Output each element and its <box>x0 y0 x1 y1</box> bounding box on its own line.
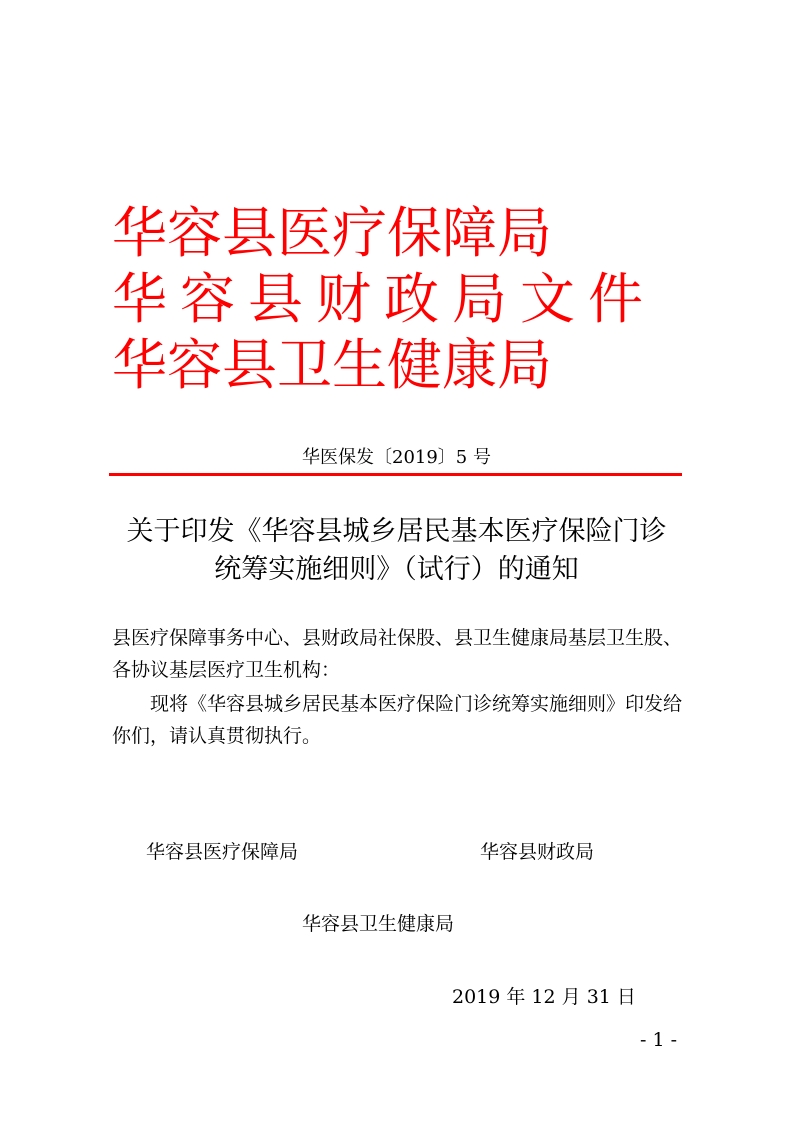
header-line-medical-security: 华容县医疗保障局 <box>112 201 553 265</box>
document-title <box>80 513 713 589</box>
signature-health: 华容县卫生健康局 <box>302 913 455 935</box>
document-number: 华医保发〔2019〕5 号 <box>302 447 491 468</box>
signature-finance: 华容县财政局 <box>480 841 595 863</box>
addressee: 县医疗保障事务中心、县财政局社保股、县卫生健康局基层卫生股、各协议基层医疗卫生机构： <box>112 627 683 681</box>
signature-medical-security: 华容县医疗保障局 <box>146 841 299 863</box>
header-line-finance-document: 华容县财政局文件 <box>112 267 657 331</box>
body-paragraph: 现将《华容县城乡居民基本医疗保险门诊统筹实施细则》印发给你们，请认真贯彻执行。 <box>112 693 683 747</box>
red-header <box>112 200 712 398</box>
red-separator-line <box>109 473 682 476</box>
issue-date: 2019 年 12 月 31 日 <box>452 986 636 1008</box>
page-number: - 1 - <box>640 1029 678 1051</box>
title-line-1: 关于印发《华容县城乡居民基本医疗保险门诊 <box>126 516 667 547</box>
title-line-2: 统筹实施细则》（试行）的通知 <box>214 554 579 585</box>
header-line-health: 华容县卫生健康局 <box>112 333 553 397</box>
